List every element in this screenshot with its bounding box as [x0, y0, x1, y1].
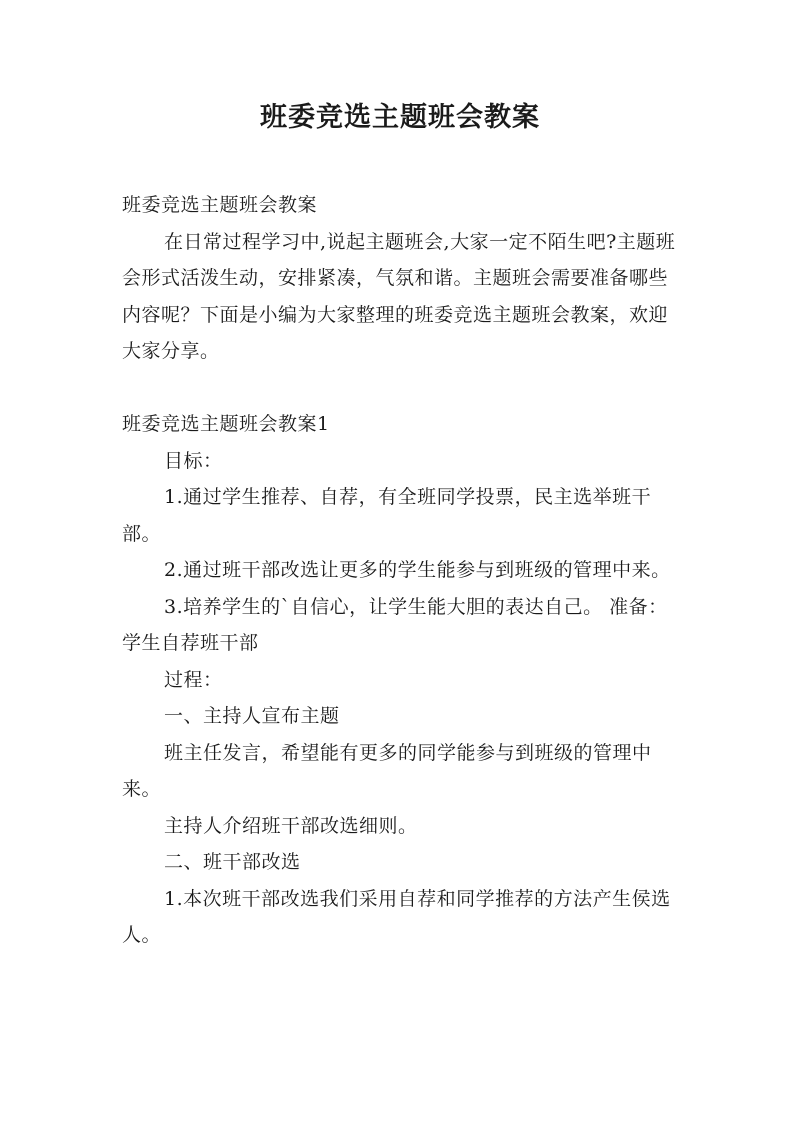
paragraph: 一、主持人宣布主题	[164, 705, 340, 727]
paragraph: 1.通过学生推荐、自荐，有全班同学投票，民主选举班干部。	[122, 486, 652, 545]
paragraph: 班委竞选主题班会教案	[122, 194, 318, 216]
document-body	[122, 187, 682, 954]
paragraph: 3.培养学生的`自信心，让学生能大胆的表达自己。 准备：学生自荐班干部	[122, 595, 668, 654]
paragraph: 班主任发言，希望能有更多的同学能参与到班级的管理中来。	[122, 741, 652, 800]
paragraph: 主持人介绍班干部改选细则。	[164, 814, 418, 837]
paragraph: 1.本次班干部改选我们采用自荐和同学推荐的方法产生侯选人。	[122, 887, 671, 946]
document-title: 班委竞选主题班会教案	[260, 102, 540, 133]
paragraph: 2.通过班干部改选让更多的学生能参与到班级的管理中来。	[164, 559, 671, 581]
paragraph: 在日常过程学习中,说起主题班会,大家一定不陌生吧?主题班会形式活泼生动，安排紧凑，气氛和谐。主题班会需要准备哪些内容呢？下面是小编为大家整理的班委竞选主题班会教案，欢迎大家分享。	[122, 230, 676, 362]
paragraph: 过程：	[164, 668, 223, 691]
paragraph: 班委竞选主题班会教案1	[122, 413, 330, 435]
paragraph: 目标：	[164, 449, 223, 472]
paragraph-spacer	[122, 370, 682, 407]
paragraph: 二、班干部改选	[164, 851, 301, 873]
